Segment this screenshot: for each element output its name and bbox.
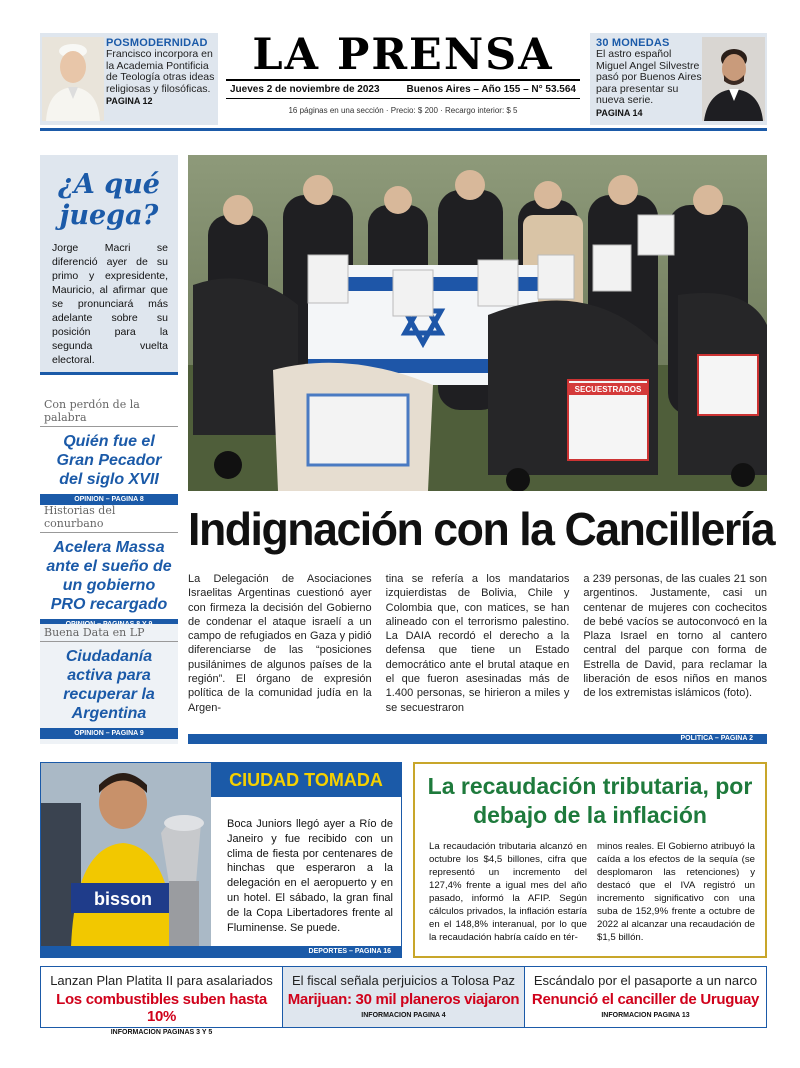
- story-column-3: a 239 personas, de las cuales 21 son argentinos. Justamente, casi un centenar de mujeres con cochecitos de bebé vacíos se autoconvocó en la Plaza Israel en torno al cantero central del parque con forma de Estrella de David, para reclamar la liberación de esos niños en manos de los extremistas islámicos (foto).: [583, 573, 768, 700]
- main-headline[interactable]: Indignación con la Cancillería: [188, 503, 775, 555]
- teaser-30-monedas[interactable]: [590, 33, 767, 125]
- photo-sign-text: SECUESTRADOS: [574, 385, 642, 394]
- aque-text: Jorge Macri se diferenció ayer de su primo y expresidente, Mauricio, al afirmar que se pronunciará más adelante sobre su posición para la segunda vuelta electoral.: [52, 242, 168, 366]
- ciudad-title: CIUDAD TOMADA: [211, 763, 401, 797]
- teaser-page: PAGINA 12: [106, 96, 153, 106]
- strip-item-combustibles[interactable]: [41, 967, 283, 1036]
- strip-item-uruguay[interactable]: [525, 967, 766, 1027]
- story-column-2: tina se refería a los mandatarios izquierdistas de Bolivia, Chile y Colombia que, con matices, se han alineado con el terrorismo palestino. La DAIA recordó el derecho a la defensa que tiene un Estado democrático ante el brutal ataque en el que fueron asesinadas más de 1.400 personas, se hirieron a miles y se secuestraron: [385, 573, 570, 714]
- strip-kicker: Lanzan Plan Platita II para asalariados: [50, 973, 273, 988]
- opinion-kicker: Con perdón de la palabra: [40, 396, 178, 427]
- opinion-title: Acelera Massa ante el sueño de un gobierno PRO recargado: [46, 539, 172, 613]
- teaser-text: Francisco incorpora en la Academia Pontificia de Teología otras ideas religiosas y filosóficas.: [106, 48, 215, 95]
- teaser-kicker: 30 MONEDAS: [596, 37, 670, 49]
- recaudacion-title: La recaudación tributaria, por debajo de la inflación: [427, 773, 753, 828]
- ciudad-text: Boca Juniors llegó ayer a Río de Janeiro y fue recibido con un clima de fiesta por centenares de hinchas que esperaron a la delegación en el aeropuerto y en un hotel. El sábado, la gran final de la Copa Libertadores frente al Fluminense. Se puede.: [227, 818, 393, 934]
- opinion-footer: OPINION – PAGINA 9: [40, 728, 178, 739]
- shirt-sponsor-text: bisson: [93, 889, 153, 909]
- strip-pages: INFORMACION PAGINAS 3 Y 5: [110, 1029, 213, 1036]
- recaudacion-box[interactable]: [413, 762, 767, 958]
- actor-photo: [702, 37, 765, 121]
- opinion-box-ciudadania[interactable]: [40, 624, 178, 744]
- opinion-kicker: Historias del conurbano: [40, 502, 178, 533]
- strip-headline: Marijuan: 30 mil planeros viajaron: [287, 991, 520, 1008]
- opinion-footer: OPINION – PAGINA 8: [40, 494, 178, 505]
- opinion-title: Quién fue el Gran Pecador del siglo XVII: [56, 433, 162, 488]
- main-photo-protest[interactable]: [188, 155, 767, 491]
- ciudad-tomada-box[interactable]: [40, 762, 402, 958]
- masthead[interactable]: LA PRENSA: [252, 30, 554, 80]
- bottom-news-strip: [40, 966, 767, 1036]
- opinion-box-gran-pecador[interactable]: [40, 396, 178, 503]
- strip-kicker: El fiscal señala perjuicios a Tolosa Paz: [291, 973, 516, 988]
- aque-juega-box[interactable]: [40, 155, 178, 375]
- strip-pages: INFORMACION PAGINA 4: [361, 1012, 446, 1019]
- strip-headline: Renunció el canciller de Uruguay: [531, 991, 760, 1008]
- teaser-kicker: POSMODERNIDAD: [106, 37, 208, 49]
- issue-edition: Buenos Aires – Año 155 – N° 53.564: [406, 84, 576, 95]
- aque-title: ¿A qué juega?: [58, 169, 160, 231]
- main-story-footer[interactable]: POLITICA – PAGINA 2: [188, 734, 767, 744]
- strip-headline: Los combustibles suben hasta 10%: [56, 991, 267, 1025]
- strip-item-marijuan[interactable]: [283, 967, 525, 1027]
- teaser-page: PAGINA 14: [596, 107, 643, 118]
- opinion-title: Ciudadanía activa para recuperar la Argentina: [63, 648, 155, 722]
- price-line: 16 páginas en una sección · Precio: $ 200 · Recargo interior: $ 5: [288, 106, 518, 115]
- strip-pages: INFORMACION PAGINA 13: [601, 1012, 690, 1019]
- main-story-body: [188, 572, 767, 715]
- date-row: [226, 79, 580, 99]
- boca-fan-photo: [41, 763, 211, 947]
- strip-kicker: Escándalo por el pasaporte a un narco: [533, 973, 758, 988]
- header-rule: [40, 128, 767, 131]
- opinion-kicker: Buena Data en LP: [40, 624, 178, 642]
- pope-photo: [42, 37, 104, 121]
- recaudacion-column-1: La recaudación tributaria alcanzó en octubre los $4,5 billones, cifra que representó un incremento del 127,4% frente a igual mes del año pasado, informó la AFIP. Según cálculos privados, la inflación estaría en el 148,8% interanual, por lo que la recaudación habría caído en tér-: [429, 841, 587, 943]
- recaudacion-column-2: minos reales. El Gobierno atribuyó la caída a los efectos de la sequía (se desplomaron las retenciones) y destacó que el IVA registró un incremento significativo con una suba de 152,9% frente a octubre de 2022 al alcanzar una recaudación de $1,5 billón.: [597, 841, 755, 943]
- ciudad-footer: DEPORTES – PAGINA 16: [41, 946, 401, 957]
- issue-date: Jueves 2 de noviembre de 2023: [230, 84, 380, 95]
- teaser-text: El astro español Miguel Angel Silvestre pasó por Buenos Aires para presentar su nueva serie.: [596, 48, 702, 106]
- story-column-1: La Delegación de Asociaciones Israelitas Argentinas cuestionó ayer con firmeza la decisión del Gobierno de condenar el ataque israelí a un campo de refugiados en Gaza y pidió diferenciarse de las “posiciones pusilánimes de algunos países de la región”. El órgano de expresión política de la comunidad judía en la Argen-: [188, 573, 372, 714]
- opinion-box-massa[interactable]: [40, 502, 178, 618]
- teaser-posmodernidad[interactable]: [40, 33, 218, 125]
